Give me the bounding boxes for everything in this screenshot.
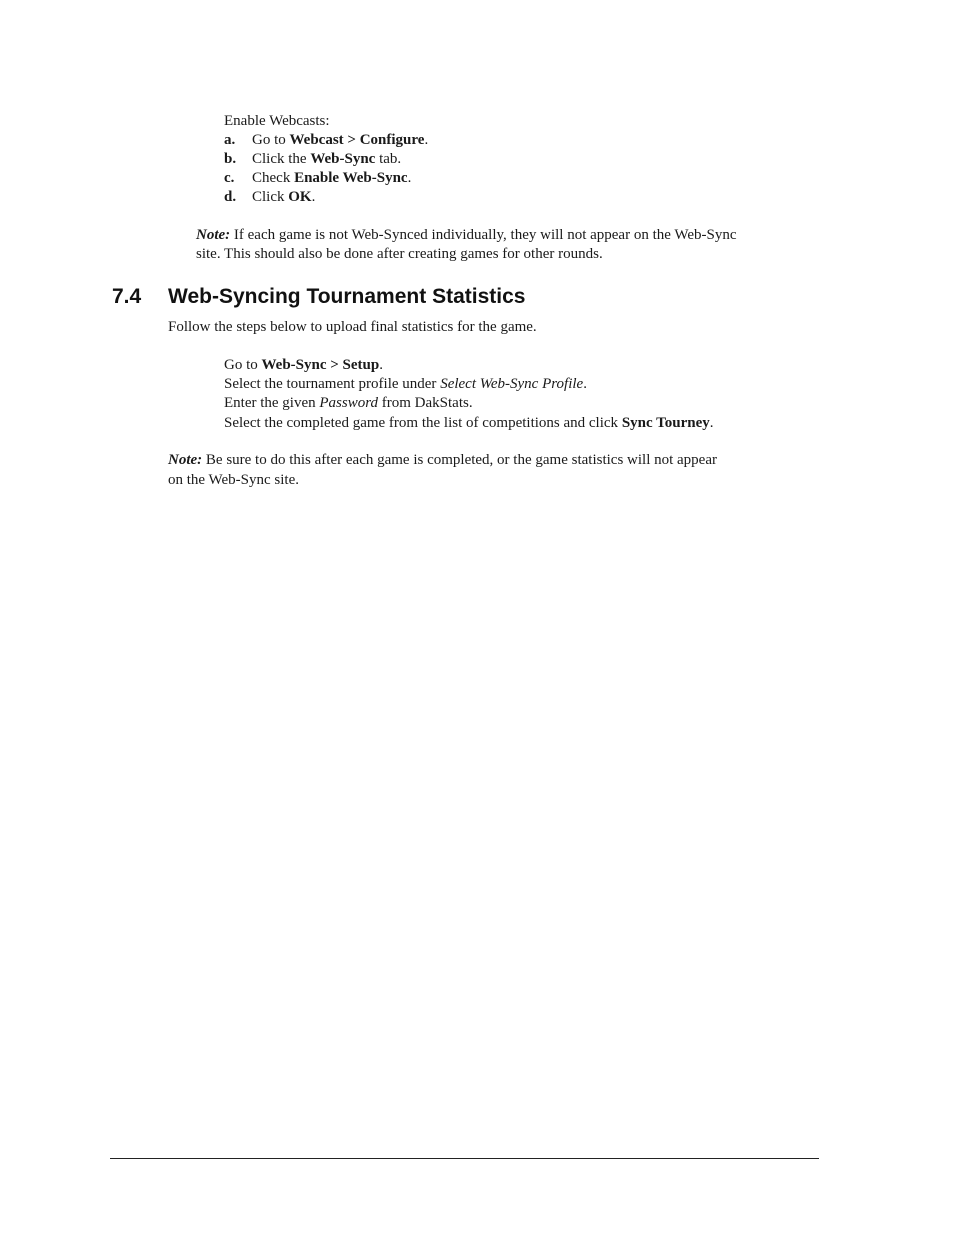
- list-marker-c: c.: [224, 170, 235, 186]
- note-sync-line-1: [168, 451, 717, 470]
- list-item-b-emphasis: Web-Sync: [310, 151, 376, 167]
- list-item-d-suffix: .: [311, 189, 316, 205]
- list-marker-b: b.: [224, 151, 237, 167]
- list-item-d-emphasis: OK: [288, 189, 312, 205]
- note-label: Note:: [196, 227, 231, 243]
- list-marker-a: a.: [224, 132, 236, 148]
- step-2-suffix: .: [583, 376, 587, 392]
- step-2: [224, 375, 587, 394]
- step-4-suffix: .: [709, 415, 714, 431]
- list-marker-d: d.: [224, 189, 237, 205]
- footer-divider: [110, 1158, 819, 1159]
- note-sync-line-2: on the Web-Sync site.: [168, 472, 299, 488]
- step-3-text: Enter the given: [224, 395, 320, 411]
- step-1-text: Go to: [224, 357, 262, 373]
- step-4-emphasis: Sync Tourney: [621, 415, 710, 431]
- note-webcast-line-2: site. This should also be done after creating games for other rounds.: [196, 246, 603, 262]
- list-item-c-suffix: .: [407, 170, 412, 186]
- list-item-d-text: Click: [252, 189, 289, 205]
- step-2-text: Select the tournament profile under: [224, 376, 441, 392]
- section-intro: Follow the steps below to upload final statistics for the game.: [168, 319, 537, 335]
- list-item-a: [252, 131, 428, 150]
- step-3: [224, 394, 473, 413]
- note-label: Note:: [168, 452, 203, 468]
- step-1: [224, 356, 383, 375]
- list-item-b-text: Click the: [252, 151, 311, 167]
- list-intro: Enable Webcasts:: [224, 113, 330, 129]
- step-2-emphasis: Select Web-Sync Profile: [440, 376, 584, 392]
- note-webcast-line-1: [196, 226, 737, 245]
- section-number: 7.4: [112, 285, 142, 308]
- step-1-suffix: .: [379, 357, 383, 373]
- list-item-c: [252, 169, 411, 188]
- step-4: [224, 414, 714, 433]
- list-item-d: [252, 188, 315, 207]
- list-item-c-text: Check: [252, 170, 295, 186]
- list-item-b-suffix: tab.: [375, 151, 402, 167]
- list-item-a-suffix: .: [424, 132, 429, 148]
- note-sync-text-1: Be sure to do this after each game is completed, or the game statistics will not appear: [202, 452, 717, 468]
- note-webcast-text-1: If each game is not Web-Synced individually, they will not appear on the Web-Sync: [230, 227, 737, 243]
- step-1-emphasis: Web-Sync > Setup: [261, 357, 380, 373]
- step-3-suffix: from DakStats.: [378, 395, 473, 411]
- list-item-a-text: Go to: [252, 132, 290, 148]
- list-item-c-emphasis: Enable Web-Sync: [294, 170, 408, 186]
- list-item-a-emphasis: Webcast > Configure: [289, 132, 425, 148]
- list-item-b: [252, 150, 401, 169]
- step-3-emphasis: Password: [319, 395, 379, 411]
- step-4-text: Select the completed game from the list of competitions and click: [224, 415, 622, 431]
- section-title: Web-Syncing Tournament Statistics: [168, 285, 526, 308]
